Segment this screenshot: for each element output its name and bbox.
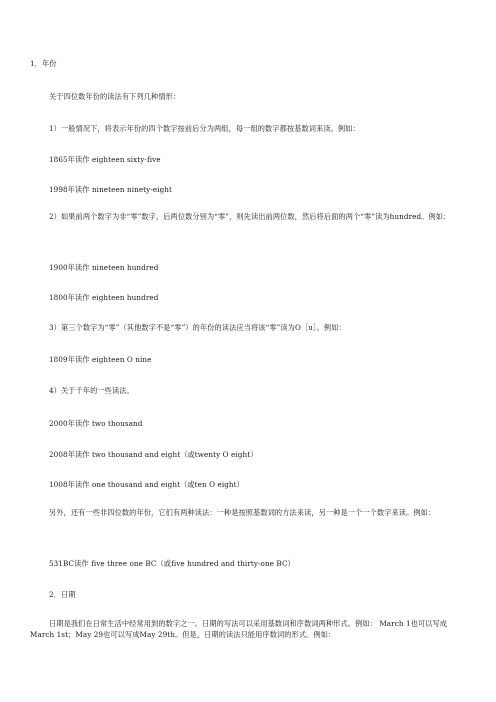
rule-4-paragraph: 4）关于千年的一些读法。 bbox=[49, 386, 134, 395]
section-1-heading: 1．年份 bbox=[30, 59, 57, 68]
other-years-paragraph: 另外，还有一些非四位数的年份，它们有两种读法：一种是按照基数词的方法来读，另一种是一个一个数字来读。例如： bbox=[49, 508, 436, 517]
rule-1-paragraph: 1）一般情况下，将表示年份的四个数字按前后分为两组，每一组的数字都按基数词来读。例如： bbox=[49, 124, 360, 133]
rule-3-paragraph: 3）第三个数字为“零”（其他数字不是“零”）的年份的读法应当将该“零”读为O［u］。例如： bbox=[49, 323, 346, 332]
intro-paragraph: 关于四位数年份的读法有下列几种情形： bbox=[49, 92, 181, 101]
section-2-heading: 2．日期 bbox=[49, 590, 76, 599]
example-531bc: 531BC读作 five three one BC（或five hundred and thirty-one BC） bbox=[49, 559, 295, 568]
example-1008: 1008年读作 one thousand and eight（或ten O eight） bbox=[49, 480, 244, 489]
dates-paragraph: 日期是我们在日常生活中经常用到的数字之一。日期的写法可以采用基数词和序数词两种形式。例如： March 1也可以写成March 1st；May 29也可以写成May 29th。但是，日期的读法只能用序数词的形式。例如： bbox=[30, 619, 448, 639]
rule-2-paragraph: 2）如果前两个数字为非“零”数字，后两位数分别为“零”，则先读出前两位数，然后将后面的两个“零”读为hundred。例如： bbox=[49, 212, 451, 221]
example-1865: 1865年读作 eighteen sixty-five bbox=[49, 155, 161, 164]
example-1900: 1900年读作 nineteen hundred bbox=[49, 263, 159, 272]
example-1998: 1998年读作 nineteen ninety-eight bbox=[49, 185, 173, 194]
example-2000: 2000年读作 two thousand bbox=[49, 419, 143, 428]
example-1809: 1809年读作 eighteen O nine bbox=[49, 355, 152, 364]
example-1800: 1800年读作 eighteen hundred bbox=[49, 293, 159, 302]
example-2008: 2008年读作 two thousand and eight（或twenty O eight） bbox=[49, 450, 258, 459]
